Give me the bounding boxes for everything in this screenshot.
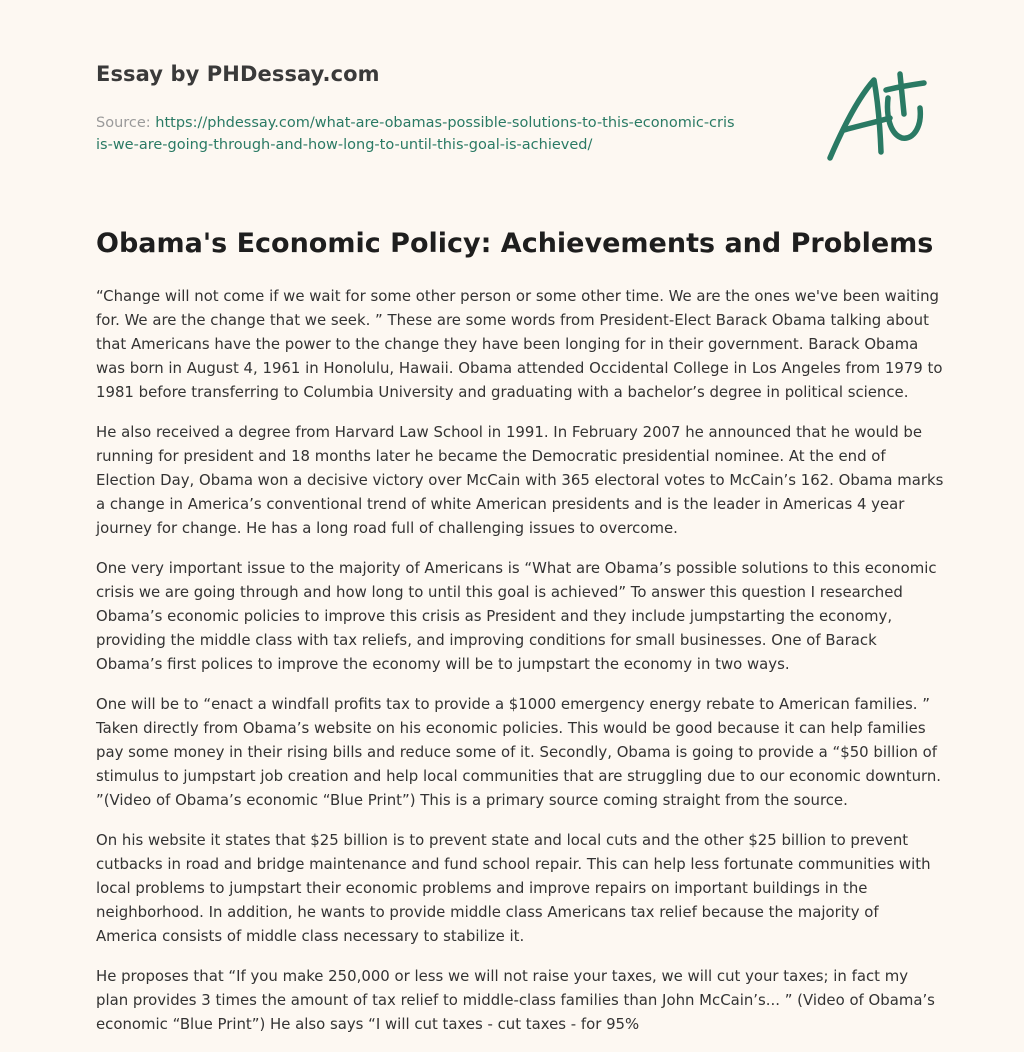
page-header (96, 0, 928, 200)
source-link[interactable]: https://phdessay.com/what-are-obamas-possible-solutions-to-this-economic-crisis-we-are-going-through-and-how-long-to-until-this-goal-is-achieved/ (96, 115, 735, 153)
essay-paragraph: One very important issue to the majority of Americans is “What are Obama’s possible solutions to this economic crisis we are going through and how long to until this goal is achieved” To answer this question I researched Obama’s economic policies to improve this crisis as President and they include jumpstarting the economy, providing the middle class with tax reliefs, and improving conditions for small businesses. One of Barack Obama’s first polices to improve the economy will be to jumpstart the economy in two ways. (96, 559, 937, 673)
essay-body (96, 284, 944, 1052)
essay-paragraph: “Change will not come if we wait for some other person or some other time. We are the ones we've been waiting for. We are the change that we seek. ” These are some words from President-Elect Barack Obama talking about that Americans have the power to the change they have been longing for in their government. Barack Obama was born in August 4, 1961 in Honolulu, Hawaii. Obama attended Occidental College in Los Angeles from 1979 to 1981 before transferring to Columbia University and graduating with a bachelor’s degree in political science. (96, 287, 943, 401)
essay-paragraph: One will be to “enact a windfall profits tax to provide a $1000 emergency energy rebate to American families. ” Taken directly from Obama’s website on his economic policies. This would be good because it can help families pay some money in their rising bills and reduce some of it. Secondly, Obama is going to provide a “$50 billion of stimulus to jumpstart job creation and help local communities that are struggling due to our economic downturn. ”(Video of Obama’s economic “Blue Print”) This is a primary source coming straight from the source. (96, 695, 942, 809)
a-plus-logo-icon (824, 68, 928, 164)
source-line (96, 112, 736, 156)
site-title: Essay by PHDessay.com (96, 62, 380, 86)
essay-paragraph: He also received a degree from Harvard Law School in 1991. In February 2007 he announced that he would be running for president and 18 months later he became the Democratic presidential nominee. At the end of Election Day, Obama won a decisive victory over McCain with 365 electoral votes to McCain’s 162. Obama marks a change in America’s conventional trend of white American presidents and is the leader in Americas 4 year journey for change. He has a long road full of challenging issues to overcome. (96, 423, 944, 537)
essay-paragraph: On his website it states that $25 billion is to prevent state and local cuts and the other $25 billion to prevent cutbacks in road and bridge maintenance and fund school repair. This can help less fortunate communities with local problems to jumpstart their economic problems and improve repairs on important buildings in the neighborhood. In addition, he wants to provide middle class Americans tax relief because the majority of America consists of middle class necessary to stabilize it. (96, 831, 931, 945)
source-label: Source: (96, 115, 156, 131)
essay-paragraph: He proposes that “If you make 250,000 or less we will not raise your taxes, we will cut your taxes; in fact my plan provides 3 times the amount of tax relief to middle-class families than John McCain’s... ” (Video of Obama’s economic “Blue Print”) He also says “I will cut taxes - cut taxes - for 95% (96, 967, 935, 1033)
essay-title: Obama's Economic Policy: Achievements and Problems (96, 228, 934, 259)
